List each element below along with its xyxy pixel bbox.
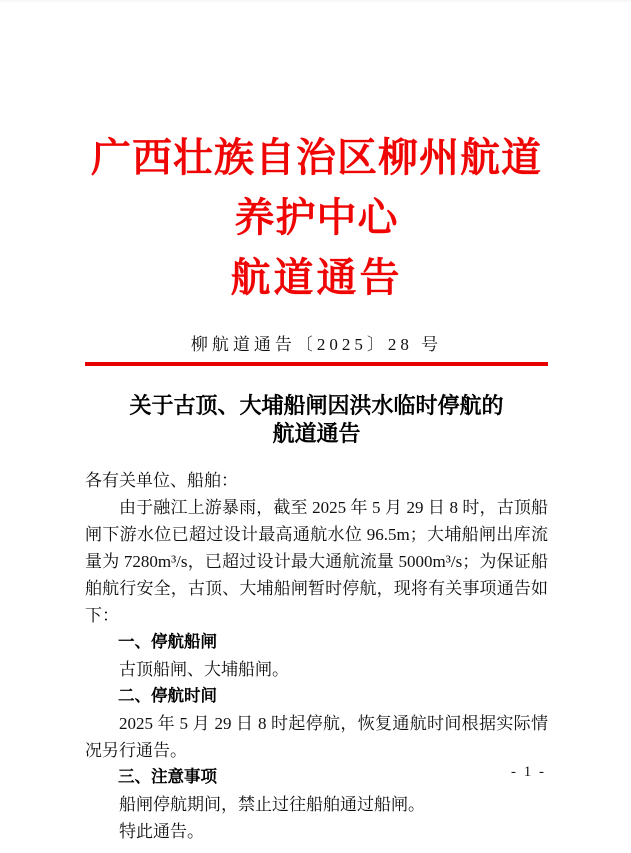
- section-1-body: 古顶船闸、大埔船闸。: [119, 660, 289, 679]
- subject-title-line2: 航道通告: [272, 421, 361, 446]
- page-number: - 1 -: [511, 764, 546, 780]
- org-title-line1: 广西壮族自治区柳州航道养护中心: [91, 135, 542, 240]
- red-divider-rule: [85, 362, 548, 366]
- section-3-body: 船闸停航期间，禁止过往船舶通过船闸。: [119, 795, 425, 814]
- section-3-heading: 三、注意事项: [118, 768, 217, 786]
- subject-title: [85, 392, 548, 448]
- section-2-body: 2025 年 5 月 29 日 8 时起停航，恢复通航时间根据实际情况另行通告。: [85, 714, 548, 760]
- notice-body: [85, 467, 548, 845]
- org-title-line2: 航道通告: [230, 255, 403, 300]
- section-1-heading: 一、停航船闸: [118, 633, 217, 651]
- doc-number: 柳航道通告〔2025〕28 号: [190, 335, 443, 354]
- closing-line: 特此通告。: [119, 822, 204, 841]
- page-top-edge: [0, 0, 631, 2]
- org-title: [85, 128, 548, 308]
- intro-paragraph: 由于融江上游暴雨，截至 2025 年 5 月 29 日 8 时，古顶船闸下游水位已超过设计最高通航水位 96.5m；大埔船闸出库流量为 7280m³/s，已超过设计最大通航流量 5000m³/s；为保证船舶航行安全，古顶、大埔船闸暂时停航，现将有关事项通告如下：: [85, 498, 548, 625]
- salutation: 各有关单位、船舶：: [85, 471, 238, 490]
- section-2-heading: 二、停航时间: [118, 687, 217, 705]
- subject-title-line1: 关于古顶、大埔船闸因洪水临时停航的: [129, 393, 504, 418]
- document-content: [0, 128, 631, 845]
